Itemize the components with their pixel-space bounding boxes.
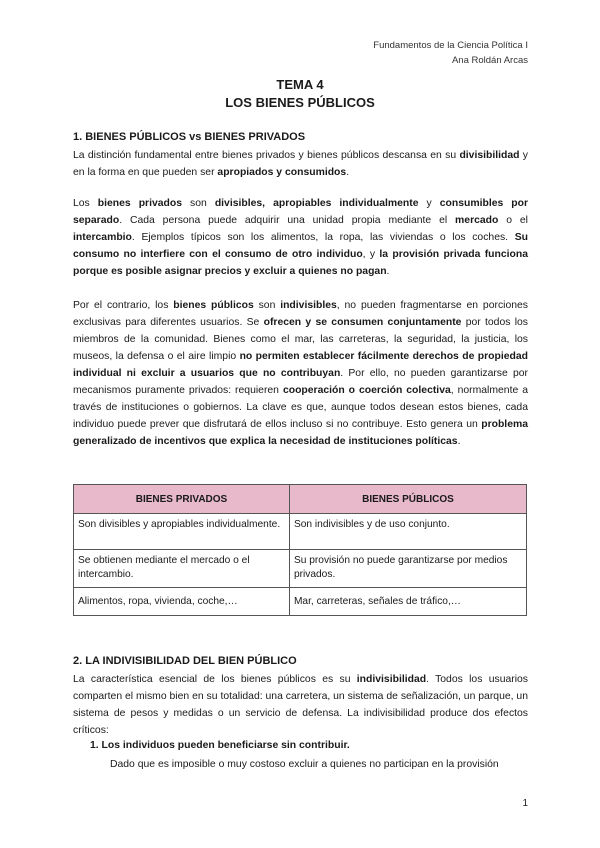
bold-text: problema generalizado de incentivos que explica la necesidad de instituciones políticas [73, 419, 528, 447]
page-header [373, 38, 528, 68]
bold-text: intercambio [73, 232, 132, 243]
section-2-paragraph-2: Dado que es imposible o muy costoso excluir a quienes no participan en la provisión [110, 759, 499, 770]
section-2-heading: 2. LA INDIVISIBILIDAD DEL BIEN PÚBLICO [73, 655, 297, 667]
section-1-heading: 1. BIENES PÚBLICOS vs BIENES PRIVADOS [73, 131, 306, 143]
table-cell: Su provisión no puede garantizarse por medios privados. [289, 550, 526, 588]
text-run: . [346, 167, 350, 178]
text-run: por todos los miembros de la comunidad. Bienes como el mar, las carreteras, la seguridad, la justicia, los museos, la defensa o el aire limpio [73, 317, 528, 362]
text-run: y [418, 198, 440, 209]
text-run: . [386, 266, 390, 277]
table-row [74, 550, 527, 588]
author-name: Ana Roldán Arcas [451, 55, 528, 66]
bold-text: cooperación o coerción colectiva [282, 385, 451, 396]
text-run: son [182, 198, 215, 209]
header-private-goods: BIENES PRIVADOS [74, 485, 290, 514]
bold-text: bienes públicos [173, 300, 254, 311]
table-header-row [74, 485, 527, 514]
text-run: , normalmente a través de instituciones o gobiernos. La clave es que, aunque todos desean estos bienes, cada individuo puede prever que disfrutará de ellos incluso si no contribuye. Esto genera un [73, 385, 528, 430]
bold-text: indivisibilidad [356, 674, 427, 685]
text-run: y en la forma en que pueden ser [73, 150, 528, 178]
text-run: o el [498, 215, 528, 226]
page-number: 1 [522, 798, 528, 809]
bold-text: divisibilidad [459, 150, 520, 161]
bold-text: divisibles, apropiables individualmente [214, 198, 419, 209]
bold-text: bienes privados [97, 198, 183, 209]
topic-number: TEMA 4 [276, 77, 324, 92]
course-name: Fundamentos de la Ciencia Política I [373, 40, 528, 51]
table-row [74, 514, 527, 550]
bold-text: la provisión privada funciona porque es posible asignar precios y excluir a quienes no pagan [73, 249, 529, 277]
section-1-paragraph-3 [73, 297, 528, 450]
text-run: Por el contrario, los [73, 300, 174, 311]
bold-text: indivisibles [280, 300, 337, 311]
table-cell: Alimentos, ropa, vivienda, coche,… [74, 588, 290, 616]
text-run: . Por ello, no pueden garantizarse por mecanismos puramente privados: requieren [73, 368, 528, 396]
text-run: . Todos los usuarios comparten el mismo bien en su totalidad: una carretera, un sistema de señalización, un parque, un sistema de pesos y medidas o un servicio de defensa. La indivisibilidad produce dos efectos críticos: [73, 674, 528, 736]
bold-text: mercado [455, 215, 499, 226]
text-run: , y [362, 249, 380, 260]
table-cell: Son indivisibles y de uso conjunto. [289, 514, 526, 550]
header-public-goods: BIENES PÚBLICOS [289, 485, 526, 514]
section-1-paragraph-2 [73, 195, 528, 280]
table-cell: Son divisibles y apropiables individualmente. [74, 514, 290, 550]
bold-text: apropiados y consumidos [217, 167, 347, 178]
text-run: . Cada persona puede adquirir una unidad propia mediante el [119, 215, 456, 226]
section-2-paragraph-1 [73, 671, 528, 739]
topic-title: LOS BIENES PÚBLICOS [225, 95, 375, 110]
section-1-paragraph-1 [73, 147, 528, 181]
text-run: . Ejemplos típicos son los alimentos, la ropa, las viviendas o los coches. [131, 232, 515, 243]
text-run: son [253, 300, 281, 311]
bold-text: no permiten establecer fácilmente derechos de propiedad individual ni excluir a usuarios que no contribuyan [73, 351, 528, 379]
bold-text: consumibles por separado [73, 198, 529, 226]
bold-text: Su consumo no interfiere con el consumo de otro individuo [73, 232, 528, 260]
text-run: Los [73, 198, 98, 209]
text-run: La distinción fundamental entre bienes privados y bienes públicos descansa en su [73, 150, 460, 161]
table-row [74, 588, 527, 616]
text-run: . [457, 436, 461, 447]
text-run: La característica esencial de los bienes públicos es su [73, 674, 357, 685]
bold-text: ofrecen y se consumen conjuntamente [263, 317, 462, 328]
text-run: , no pueden fragmentarse en porciones exclusivas para diferentes usuarios. Se [73, 300, 528, 328]
table-cell: Se obtienen mediante el mercado o el intercambio. [74, 550, 290, 588]
comparison-table [73, 484, 527, 616]
list-item: 1. Los individuos pueden beneficiarse sin contribuir. [90, 740, 350, 751]
table-cell: Mar, carreteras, señales de tráfico,… [289, 588, 526, 616]
